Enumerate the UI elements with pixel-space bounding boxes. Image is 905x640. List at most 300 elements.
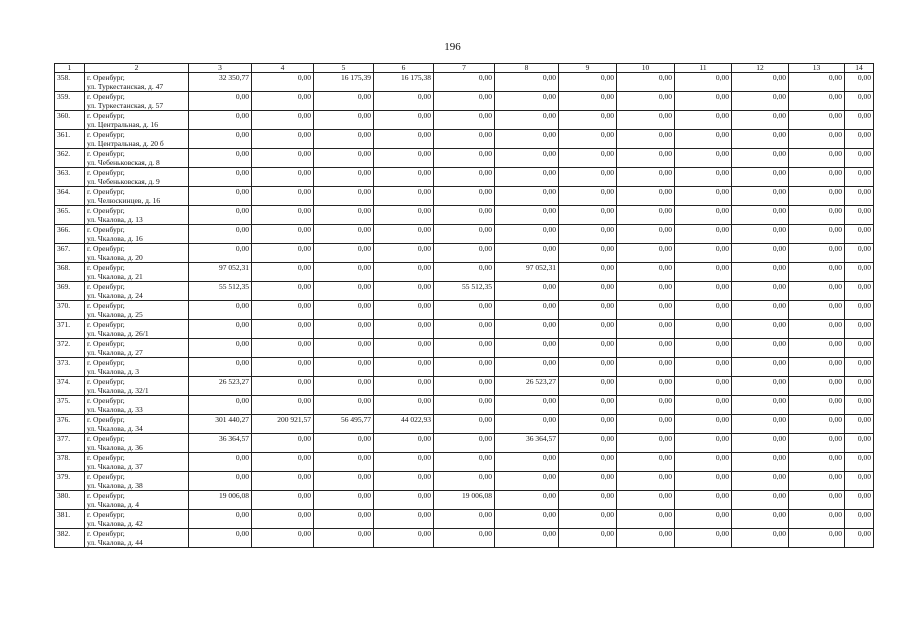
- value-cell: 0,00: [374, 358, 434, 377]
- row-number: 358.: [55, 73, 85, 92]
- value-cell: 0,00: [559, 244, 617, 263]
- address-city: г. Оренбург,: [87, 168, 125, 177]
- address-city: г. Оренбург,: [87, 130, 125, 139]
- value-cell: 0,00: [189, 472, 252, 491]
- value-cell: 0,00: [559, 187, 617, 206]
- column-header: 6: [374, 64, 434, 73]
- table-row: [55, 187, 874, 206]
- address-street: ул. Чкалова, д. 37: [87, 462, 143, 471]
- row-number: 373.: [55, 358, 85, 377]
- row-number: 366.: [55, 225, 85, 244]
- value-cell: 0,00: [559, 282, 617, 301]
- row-number: 379.: [55, 472, 85, 491]
- value-cell: 0,00: [434, 377, 495, 396]
- value-cell: 0,00: [495, 73, 559, 92]
- row-number: 375.: [55, 396, 85, 415]
- value-cell: 0,00: [189, 244, 252, 263]
- value-cell: 0,00: [789, 396, 845, 415]
- row-number: 376.: [55, 415, 85, 434]
- value-cell: 0,00: [495, 168, 559, 187]
- value-cell: 0,00: [789, 453, 845, 472]
- row-number: 365.: [55, 206, 85, 225]
- value-cell: 0,00: [617, 73, 675, 92]
- value-cell: 0,00: [374, 301, 434, 320]
- value-cell: 0,00: [732, 206, 789, 225]
- address-city: г. Оренбург,: [87, 453, 125, 462]
- address-city: г. Оренбург,: [87, 358, 125, 367]
- address-street: ул. Чебеньковская, д. 8: [87, 158, 160, 167]
- column-header: 10: [617, 64, 675, 73]
- value-cell: 0,00: [495, 453, 559, 472]
- value-cell: 0,00: [732, 149, 789, 168]
- value-cell: 0,00: [252, 130, 314, 149]
- value-cell: 0,00: [314, 168, 374, 187]
- value-cell: 26 523,27: [189, 377, 252, 396]
- value-cell: 0,00: [789, 130, 845, 149]
- header-row: [55, 64, 874, 73]
- value-cell: 0,00: [314, 225, 374, 244]
- row-number: 368.: [55, 263, 85, 282]
- value-cell: 0,00: [732, 358, 789, 377]
- address-cell: [85, 415, 189, 434]
- value-cell: 0,00: [189, 92, 252, 111]
- table-row: [55, 301, 874, 320]
- value-cell: 0,00: [374, 377, 434, 396]
- value-cell: 0,00: [789, 282, 845, 301]
- value-cell: 0,00: [189, 339, 252, 358]
- value-cell: 0,00: [374, 244, 434, 263]
- value-cell: 0,00: [374, 130, 434, 149]
- value-cell: 0,00: [617, 225, 675, 244]
- table-row: [55, 320, 874, 339]
- value-cell: 0,00: [252, 339, 314, 358]
- value-cell: 16 175,39: [314, 73, 374, 92]
- address-cell: [85, 225, 189, 244]
- address-city: г. Оренбург,: [87, 187, 125, 196]
- address-cell: [85, 206, 189, 225]
- column-header: 1: [55, 64, 85, 73]
- value-cell: 97 052,31: [495, 263, 559, 282]
- table-row: [55, 377, 874, 396]
- value-cell: 0,00: [789, 168, 845, 187]
- value-cell: 0,00: [845, 282, 874, 301]
- value-cell: 0,00: [845, 168, 874, 187]
- value-cell: 0,00: [314, 491, 374, 510]
- value-cell: 0,00: [617, 149, 675, 168]
- value-cell: 0,00: [789, 339, 845, 358]
- value-cell: 0,00: [617, 396, 675, 415]
- value-cell: 0,00: [559, 73, 617, 92]
- address-city: г. Оренбург,: [87, 320, 125, 329]
- value-cell: 0,00: [845, 320, 874, 339]
- value-cell: 0,00: [314, 510, 374, 529]
- address-street: ул. Чкалова, д. 20: [87, 253, 143, 262]
- value-cell: 0,00: [314, 434, 374, 453]
- value-cell: 0,00: [189, 168, 252, 187]
- address-city: г. Оренбург,: [87, 111, 125, 120]
- value-cell: 0,00: [434, 529, 495, 548]
- value-cell: 0,00: [252, 320, 314, 339]
- value-cell: 0,00: [617, 92, 675, 111]
- row-number: 377.: [55, 434, 85, 453]
- address-street: ул. Чкалова, д. 24: [87, 291, 143, 300]
- value-cell: 0,00: [845, 358, 874, 377]
- value-cell: 0,00: [675, 377, 732, 396]
- value-cell: 0,00: [675, 396, 732, 415]
- value-cell: 0,00: [252, 358, 314, 377]
- value-cell: 0,00: [617, 491, 675, 510]
- value-cell: 0,00: [314, 206, 374, 225]
- value-cell: 0,00: [675, 529, 732, 548]
- value-cell: 0,00: [189, 529, 252, 548]
- value-cell: 0,00: [374, 320, 434, 339]
- value-cell: 0,00: [617, 320, 675, 339]
- address-street: ул. Чкалова, д. 3: [87, 367, 140, 376]
- value-cell: 0,00: [314, 529, 374, 548]
- value-cell: 0,00: [434, 244, 495, 263]
- value-cell: 26 523,27: [495, 377, 559, 396]
- value-cell: 0,00: [434, 415, 495, 434]
- value-cell: 0,00: [252, 453, 314, 472]
- table-row: [55, 339, 874, 358]
- value-cell: 0,00: [314, 92, 374, 111]
- value-cell: 0,00: [495, 339, 559, 358]
- address-street: ул. Центральная, д. 16: [87, 120, 158, 129]
- value-cell: 0,00: [675, 244, 732, 263]
- value-cell: 0,00: [789, 377, 845, 396]
- value-cell: 0,00: [252, 92, 314, 111]
- value-cell: 0,00: [252, 149, 314, 168]
- value-cell: 0,00: [732, 263, 789, 282]
- value-cell: 0,00: [374, 510, 434, 529]
- value-cell: 0,00: [495, 92, 559, 111]
- column-header: 12: [732, 64, 789, 73]
- value-cell: 0,00: [189, 225, 252, 244]
- address-street: ул. Чкалова, д. 32/1: [87, 386, 149, 395]
- value-cell: 0,00: [617, 301, 675, 320]
- value-cell: 0,00: [434, 396, 495, 415]
- address-city: г. Оренбург,: [87, 244, 125, 253]
- value-cell: 0,00: [559, 130, 617, 149]
- table-row: [55, 111, 874, 130]
- value-cell: 0,00: [434, 472, 495, 491]
- value-cell: 0,00: [559, 92, 617, 111]
- value-cell: 0,00: [732, 434, 789, 453]
- value-cell: 0,00: [495, 358, 559, 377]
- value-cell: 0,00: [434, 187, 495, 206]
- value-cell: 0,00: [495, 149, 559, 168]
- value-cell: 0,00: [252, 491, 314, 510]
- value-cell: 0,00: [559, 225, 617, 244]
- row-number: 369.: [55, 282, 85, 301]
- address-city: г. Оренбург,: [87, 510, 125, 519]
- address-street: ул. Челюскинцев, д. 16: [87, 196, 161, 205]
- address-cell: [85, 491, 189, 510]
- address-street: ул. Чкалова, д. 27: [87, 348, 143, 357]
- value-cell: 0,00: [732, 111, 789, 130]
- value-cell: 0,00: [675, 472, 732, 491]
- value-cell: 0,00: [495, 111, 559, 130]
- table-row: [55, 244, 874, 263]
- value-cell: 0,00: [434, 434, 495, 453]
- row-number: 364.: [55, 187, 85, 206]
- value-cell: 0,00: [189, 396, 252, 415]
- value-cell: 0,00: [732, 472, 789, 491]
- value-cell: 0,00: [434, 358, 495, 377]
- value-cell: 0,00: [789, 491, 845, 510]
- value-cell: 0,00: [252, 510, 314, 529]
- column-header: 5: [314, 64, 374, 73]
- table-row: [55, 168, 874, 187]
- value-cell: 0,00: [252, 168, 314, 187]
- value-cell: 0,00: [732, 130, 789, 149]
- value-cell: 0,00: [845, 244, 874, 263]
- address-city: г. Оренбург,: [87, 149, 125, 158]
- table-row: [55, 263, 874, 282]
- value-cell: 0,00: [845, 472, 874, 491]
- table-row: [55, 434, 874, 453]
- row-number: 361.: [55, 130, 85, 149]
- value-cell: 0,00: [789, 244, 845, 263]
- value-cell: 0,00: [314, 244, 374, 263]
- address-city: г. Оренбург,: [87, 263, 125, 272]
- table-row: [55, 149, 874, 168]
- table-row: [55, 453, 874, 472]
- address-cell: [85, 301, 189, 320]
- address-city: г. Оренбург,: [87, 92, 125, 101]
- address-street: ул. Чкалова, д. 38: [87, 481, 143, 490]
- address-cell: [85, 92, 189, 111]
- value-cell: 0,00: [252, 263, 314, 282]
- address-cell: [85, 282, 189, 301]
- value-cell: 0,00: [845, 415, 874, 434]
- value-cell: 0,00: [732, 529, 789, 548]
- value-cell: 0,00: [252, 301, 314, 320]
- value-cell: 0,00: [675, 453, 732, 472]
- address-street: ул. Чебеньковская, д. 9: [87, 177, 160, 186]
- value-cell: 0,00: [314, 396, 374, 415]
- value-cell: 0,00: [675, 282, 732, 301]
- value-cell: 0,00: [789, 415, 845, 434]
- value-cell: 0,00: [559, 358, 617, 377]
- value-cell: 0,00: [732, 282, 789, 301]
- address-cell: [85, 529, 189, 548]
- address-city: г. Оренбург,: [87, 396, 125, 405]
- value-cell: 56 495,77: [314, 415, 374, 434]
- value-cell: 0,00: [314, 282, 374, 301]
- value-cell: 0,00: [617, 358, 675, 377]
- address-cell: [85, 130, 189, 149]
- value-cell: 0,00: [374, 92, 434, 111]
- value-cell: 0,00: [675, 187, 732, 206]
- value-cell: 0,00: [252, 377, 314, 396]
- value-cell: 0,00: [314, 377, 374, 396]
- address-street: ул. Чкалова, д. 26/1: [87, 329, 149, 338]
- column-header: 4: [252, 64, 314, 73]
- value-cell: 0,00: [374, 491, 434, 510]
- value-cell: 0,00: [732, 396, 789, 415]
- value-cell: 0,00: [559, 510, 617, 529]
- value-cell: 0,00: [495, 282, 559, 301]
- value-cell: 0,00: [845, 339, 874, 358]
- address-street: ул. Чкалова, д. 13: [87, 215, 143, 224]
- table-row: [55, 130, 874, 149]
- address-cell: [85, 320, 189, 339]
- value-cell: 0,00: [189, 320, 252, 339]
- value-cell: 0,00: [189, 358, 252, 377]
- value-cell: 0,00: [314, 111, 374, 130]
- value-cell: 0,00: [789, 149, 845, 168]
- value-cell: 0,00: [675, 111, 732, 130]
- value-cell: 0,00: [789, 301, 845, 320]
- value-cell: 0,00: [732, 301, 789, 320]
- value-cell: 0,00: [789, 111, 845, 130]
- value-cell: 0,00: [374, 149, 434, 168]
- value-cell: 0,00: [789, 320, 845, 339]
- value-cell: 0,00: [495, 529, 559, 548]
- value-cell: 55 512,35: [434, 282, 495, 301]
- value-cell: 0,00: [434, 301, 495, 320]
- value-cell: 0,00: [845, 111, 874, 130]
- address-street: ул. Чкалова, д. 36: [87, 443, 143, 452]
- value-cell: 0,00: [675, 491, 732, 510]
- column-header: 13: [789, 64, 845, 73]
- value-cell: 0,00: [675, 415, 732, 434]
- value-cell: 0,00: [789, 206, 845, 225]
- value-cell: 0,00: [617, 510, 675, 529]
- address-street: ул. Чкалова, д. 16: [87, 234, 143, 243]
- value-cell: 0,00: [495, 472, 559, 491]
- value-cell: 0,00: [617, 453, 675, 472]
- value-cell: 0,00: [252, 472, 314, 491]
- value-cell: 0,00: [495, 491, 559, 510]
- column-header: 8: [495, 64, 559, 73]
- value-cell: 0,00: [495, 225, 559, 244]
- value-cell: 0,00: [559, 149, 617, 168]
- address-city: г. Оренбург,: [87, 206, 125, 215]
- table-row: [55, 282, 874, 301]
- address-city: г. Оренбург,: [87, 491, 125, 500]
- value-cell: 0,00: [732, 377, 789, 396]
- table-row: [55, 92, 874, 111]
- value-cell: 0,00: [617, 187, 675, 206]
- value-cell: 0,00: [675, 301, 732, 320]
- value-cell: 0,00: [617, 168, 675, 187]
- value-cell: 0,00: [374, 339, 434, 358]
- value-cell: 0,00: [617, 206, 675, 225]
- value-cell: 0,00: [495, 320, 559, 339]
- value-cell: 0,00: [434, 263, 495, 282]
- value-cell: 0,00: [845, 434, 874, 453]
- value-cell: 0,00: [617, 472, 675, 491]
- address-cell: [85, 339, 189, 358]
- value-cell: 0,00: [789, 73, 845, 92]
- address-cell: [85, 510, 189, 529]
- value-cell: 0,00: [732, 491, 789, 510]
- value-cell: 0,00: [189, 111, 252, 130]
- address-cell: [85, 472, 189, 491]
- value-cell: 0,00: [189, 149, 252, 168]
- value-cell: 0,00: [559, 168, 617, 187]
- value-cell: 0,00: [559, 320, 617, 339]
- value-cell: 0,00: [617, 529, 675, 548]
- value-cell: 0,00: [559, 453, 617, 472]
- row-number: 372.: [55, 339, 85, 358]
- address-cell: [85, 73, 189, 92]
- value-cell: 0,00: [732, 187, 789, 206]
- value-cell: 0,00: [845, 225, 874, 244]
- value-cell: 0,00: [675, 149, 732, 168]
- table-row: [55, 396, 874, 415]
- address-cell: [85, 377, 189, 396]
- value-cell: 0,00: [434, 225, 495, 244]
- address-cell: [85, 244, 189, 263]
- value-cell: 0,00: [845, 130, 874, 149]
- value-cell: 0,00: [314, 149, 374, 168]
- value-cell: 0,00: [559, 377, 617, 396]
- value-cell: 0,00: [252, 187, 314, 206]
- value-cell: 0,00: [675, 130, 732, 149]
- value-cell: 0,00: [845, 396, 874, 415]
- value-cell: 0,00: [617, 244, 675, 263]
- value-cell: 0,00: [189, 130, 252, 149]
- value-cell: 0,00: [434, 168, 495, 187]
- value-cell: 0,00: [559, 339, 617, 358]
- value-cell: 0,00: [675, 92, 732, 111]
- column-header: 14: [845, 64, 874, 73]
- value-cell: 0,00: [434, 149, 495, 168]
- value-cell: 0,00: [845, 92, 874, 111]
- value-cell: 0,00: [845, 187, 874, 206]
- table-body: [55, 73, 874, 548]
- data-table: [54, 63, 874, 548]
- value-cell: 19 006,08: [189, 491, 252, 510]
- value-cell: 0,00: [617, 339, 675, 358]
- value-cell: 0,00: [495, 415, 559, 434]
- value-cell: 0,00: [314, 320, 374, 339]
- column-header: 2: [85, 64, 189, 73]
- value-cell: 0,00: [434, 111, 495, 130]
- value-cell: 0,00: [845, 206, 874, 225]
- value-cell: 0,00: [434, 339, 495, 358]
- value-cell: 0,00: [789, 529, 845, 548]
- value-cell: 0,00: [434, 510, 495, 529]
- value-cell: 0,00: [559, 111, 617, 130]
- value-cell: 0,00: [559, 491, 617, 510]
- value-cell: 0,00: [495, 396, 559, 415]
- value-cell: 0,00: [252, 111, 314, 130]
- value-cell: 0,00: [495, 187, 559, 206]
- value-cell: 0,00: [617, 263, 675, 282]
- table-row: [55, 472, 874, 491]
- value-cell: 0,00: [189, 206, 252, 225]
- table-row: [55, 73, 874, 92]
- address-city: г. Оренбург,: [87, 301, 125, 310]
- row-number: 371.: [55, 320, 85, 339]
- value-cell: 0,00: [434, 320, 495, 339]
- value-cell: 0,00: [374, 434, 434, 453]
- value-cell: 0,00: [845, 149, 874, 168]
- address-cell: [85, 453, 189, 472]
- table-row: [55, 358, 874, 377]
- value-cell: 0,00: [732, 339, 789, 358]
- row-number: 363.: [55, 168, 85, 187]
- value-cell: 0,00: [314, 472, 374, 491]
- value-cell: 0,00: [374, 168, 434, 187]
- value-cell: 36 364,57: [189, 434, 252, 453]
- value-cell: 0,00: [559, 434, 617, 453]
- value-cell: 0,00: [374, 453, 434, 472]
